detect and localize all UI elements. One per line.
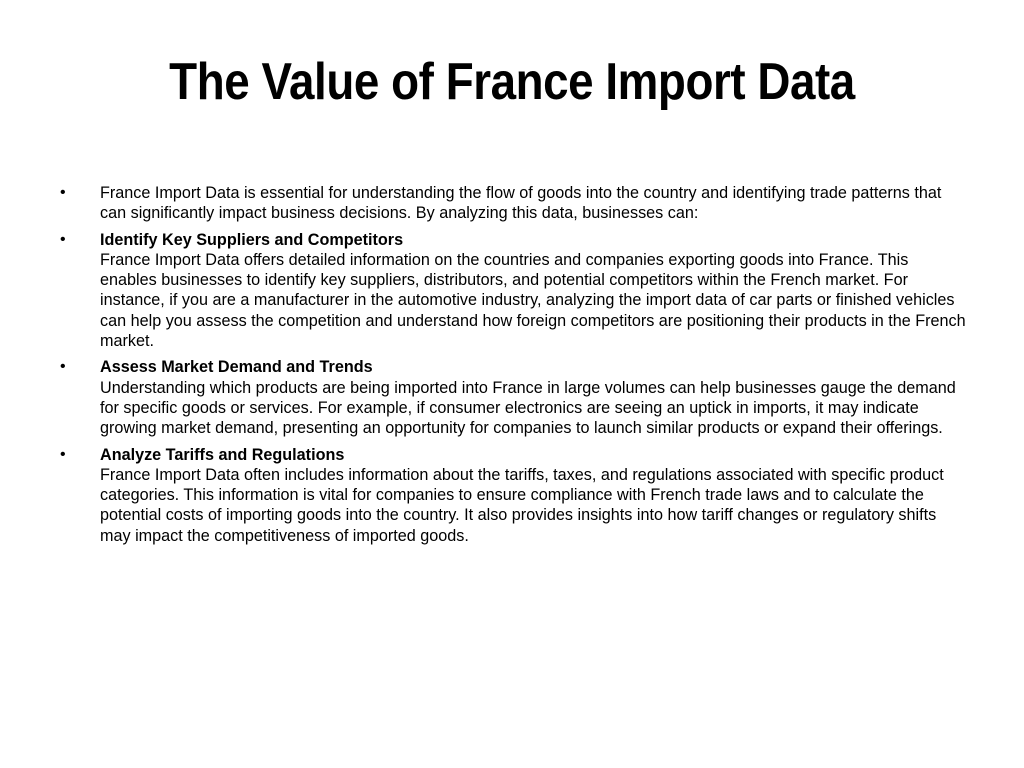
bullet-heading: Identify Key Suppliers and Competitors xyxy=(100,230,404,249)
bullet-icon: • xyxy=(60,230,66,248)
bullet-text: France Import Data offers detailed information on the countries and companies exporting goods into France. This enables businesses to identify key suppliers, distributors, and potential competitors within the French market. For instance, if you are a manufacturer in the automotive industry, analyzing the import data of car parts or finished vehicles can help you assess the competition and understand how foreign competitors are positioning their products in the French market. xyxy=(100,250,966,351)
bullet-item-intro xyxy=(60,183,968,224)
bullet-heading: Analyze Tariffs and Regulations xyxy=(100,445,345,464)
bullet-text: France Import Data is essential for understanding the flow of goods into the country and identifying trade patterns that can significantly impact business decisions. By analyzing this data, businesses can: xyxy=(100,184,942,223)
bullet-icon: • xyxy=(60,445,66,463)
bullet-icon: • xyxy=(60,358,66,376)
bullet-list xyxy=(60,183,968,552)
bullet-text: Understanding which products are being imported into France in large volumes can help businesses gauge the demand for specific goods or services. For example, if consumer electronics are seeing an uptick in imports, it may indicate growing market demand, presenting an opportunity for companies to launch similar products or expand their offerings. xyxy=(100,378,956,438)
slide-title: The Value of France Import Data xyxy=(169,53,855,111)
bullet-text: France Import Data often includes information about the tariffs, taxes, and regulations associated with specific product categories. This information is vital for companies to ensure compliance with French trade laws and to calculate the potential costs of importing goods into the country. It also provides insights into how tariff changes or regulatory shifts may impact the competitiveness of imported goods. xyxy=(100,465,944,545)
bullet-icon: • xyxy=(60,184,66,201)
bullet-item-demand xyxy=(60,357,968,438)
bullet-item-tariffs xyxy=(60,445,968,546)
bullet-heading: Assess Market Demand and Trends xyxy=(100,358,373,377)
bullet-item-suppliers xyxy=(60,230,968,352)
